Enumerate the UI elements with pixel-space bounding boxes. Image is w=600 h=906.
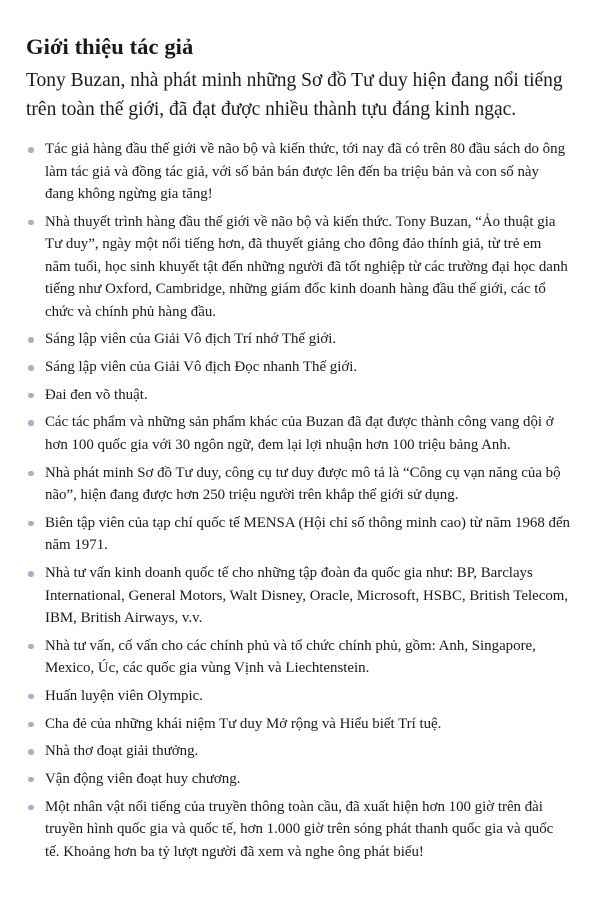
list-item xyxy=(26,562,570,630)
list-item xyxy=(26,411,570,456)
bullet-dot-icon xyxy=(28,220,34,226)
bullet-dot-icon xyxy=(28,521,34,527)
bullet-dot-icon xyxy=(28,420,34,426)
list-item-text: Nhà phát minh Sơ đồ Tư duy, công cụ tư duy được mô tả là “Công cụ vạn năng của bộ não”, hiện đang được hơn 250 triệu người trên khắp thế giới sử dụng. xyxy=(45,464,561,504)
list-item xyxy=(26,356,570,379)
bullet-dot-icon xyxy=(28,694,34,700)
achievement-list xyxy=(26,138,570,863)
list-item-text: Nhà tư vấn kinh doanh quốc tế cho những tập đoàn đa quốc gia như: BP, Barclays International, General Motors, Walt Disney, Oracle, Microsoft, HSBC, British Telecom, IBM, British Airways, v.v. xyxy=(45,565,569,626)
bullet-dot-icon xyxy=(28,644,34,650)
list-item xyxy=(26,138,570,206)
list-item-text: Nhà thuyết trình hàng đầu thế giới về não bộ và kiến thức. Tony Buzan, “Ảo thuật gia Tư duy”, ngày một nổi tiếng hơn, đã thuyết giảng cho đông đảo thính giả, từ trẻ em năm tuổi, học sinh khuyết tật đến những người đã tốt nghiệp từ các trường đại học danh tiếng như Oxford, Cambridge, những giám đốc kinh doanh hàng đầu thế giới, các tổ chức và chính phủ hàng đầu. xyxy=(45,213,568,320)
list-item-text: Nhà thơ đoạt giải thưởng. xyxy=(45,743,199,760)
list-item xyxy=(26,685,570,708)
bullet-dot-icon xyxy=(28,805,34,811)
list-item xyxy=(26,512,570,557)
list-item-text: Sáng lập viên của Giải Vô địch Đọc nhanh Thế giới. xyxy=(45,359,358,376)
list-item-text: Biên tập viên của tạp chí quốc tế MENSA (Hội chỉ số thông minh cao) từ năm 1968 đến năm 1971. xyxy=(45,514,571,554)
list-item xyxy=(26,768,570,791)
page-title: Giới thiệu tác giả xyxy=(26,34,194,59)
bullet-dot-icon xyxy=(28,749,34,755)
bullet-dot-icon xyxy=(28,337,34,343)
list-item xyxy=(26,635,570,680)
bullet-dot-icon xyxy=(28,571,34,577)
bullet-dot-icon xyxy=(28,393,34,399)
list-item xyxy=(26,384,570,407)
intro-paragraph: Tony Buzan, nhà phát minh những Sơ đồ Tư duy hiện đang nổi tiếng trên toàn thế giới, đã đạt được nhiều thành tựu đáng kinh ngạc. xyxy=(26,70,563,120)
list-item xyxy=(26,713,570,736)
bullet-dot-icon xyxy=(28,365,34,371)
list-item-text: Tác giả hàng đầu thế giới về não bộ và kiến thức, tới nay đã có trên 80 đầu sách do ông làm tác giả và đồng tác giả, với số bản bán được lên đến ba triệu bản và con số này đang không ngừng gia tăng! xyxy=(45,141,566,202)
list-item-text: Một nhân vật nổi tiếng của truyền thông toàn cầu, đã xuất hiện hơn 100 giờ trên đài truyền hình quốc gia và quốc tế, hơn 1.000 giờ trên sóng phát thanh quốc gia và quốc tế. Khoảng hơn ba tỷ lượt người đã xem và nghe ông phát biểu! xyxy=(45,798,554,860)
list-item xyxy=(26,796,570,864)
bullet-dot-icon xyxy=(28,147,34,153)
bullet-dot-icon xyxy=(28,471,34,477)
list-item xyxy=(26,328,570,351)
bullet-dot-icon xyxy=(28,722,34,728)
list-item xyxy=(26,462,570,507)
list-item-text: Nhà tư vấn, cố vấn cho các chính phủ và tổ chức chính phủ, gồm: Anh, Singapore, Mexico, Úc, các quốc gia vùng Vịnh và Liechtenstein. xyxy=(45,637,536,677)
list-item-text: Cha đẻ của những khái niệm Tư duy Mở rộng và Hiểu biết Trí tuệ. xyxy=(45,715,442,732)
bullet-dot-icon xyxy=(28,777,34,783)
list-item-text: Các tác phẩm và những sản phẩm khác của Buzan đã đạt được thành công vang dội ở hơn 100 quốc gia với 30 ngôn ngữ, đem lại lợi nhuận hơn 100 triệu bảng Anh. xyxy=(45,414,554,453)
list-item-text: Sáng lập viên của Giải Vô địch Trí nhớ Thế giới. xyxy=(45,331,337,348)
list-item-text: Vận động viên đoạt huy chương. xyxy=(45,770,241,787)
list-item-text: Đai đen võ thuật. xyxy=(45,386,148,403)
list-item xyxy=(26,211,570,324)
list-item xyxy=(26,740,570,763)
list-item-text: Huấn luyện viên Olympic. xyxy=(45,687,203,704)
